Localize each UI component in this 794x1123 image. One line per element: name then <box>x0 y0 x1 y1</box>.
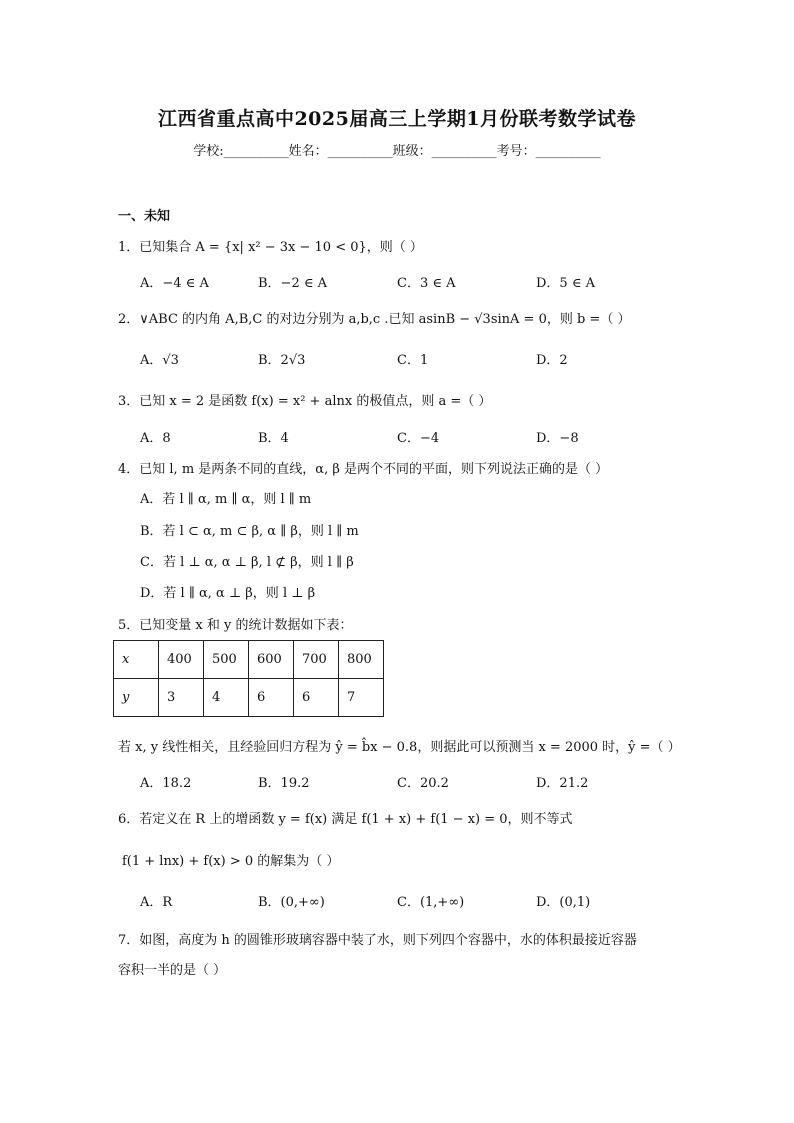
question-3-option-b: B．4 <box>258 431 289 446</box>
question-1-option-d: D．5 ∈ A <box>536 276 595 291</box>
question-6-option-c: C．(1,+∞) <box>397 895 465 910</box>
question-2-option-d: D．2 <box>536 353 568 368</box>
question-5-option-d: D．21.2 <box>536 776 589 791</box>
question-3-option-d: D．−8 <box>536 431 579 446</box>
table-cell: 800 <box>339 641 384 679</box>
table-row <box>114 679 384 717</box>
question-1-option-b: B．−2 ∈ A <box>258 276 327 291</box>
question-1-option-c: C．3 ∈ A <box>397 276 456 291</box>
question-3-stem: 3．已知 x = 2 是函数 f(x) = x² + alnx 的极值点，则 a =（ ） <box>118 394 492 409</box>
question-5-stem: 5．已知变量 x 和 y 的统计数据如下表： <box>118 618 353 633</box>
question-7-stem-continued: 容积一半的是（ ） <box>118 963 227 978</box>
table-cell: x <box>114 641 159 679</box>
question-4-stem: 4．已知 l, m 是两条不同的直线，α, β 是两个不同的平面，则下列说法正确的是（ ） <box>118 462 609 477</box>
question-5-option-c: C．20.2 <box>397 776 449 791</box>
question-5-option-b: B．19.2 <box>258 776 310 791</box>
question-3-option-c: C．−4 <box>397 431 440 446</box>
question-6-option-b: B．(0,+∞) <box>258 895 325 910</box>
table-cell: 400 <box>159 641 204 679</box>
question-5-option-a: A．18.2 <box>140 776 192 791</box>
question-6-option-d: D．(0,1) <box>536 895 591 910</box>
page-title: 江西省重点高中2025届高三上学期1月份联考数学试卷 <box>157 108 637 130</box>
table-cell: y <box>114 679 159 717</box>
statistics-table <box>113 640 384 717</box>
question-2-option-b: B．2√3 <box>258 353 306 368</box>
question-4-option-b: B．若 l ⊂ α, m ⊂ β, α ∥ β，则 l ∥ m <box>140 524 359 539</box>
question-6-stem: 6．若定义在 R 上的增函数 y = f(x) 满足 f(1 + x) + f(1 − x) = 0，则不等式 <box>118 812 573 827</box>
table-cell: 6 <box>294 679 339 717</box>
question-7-stem: 7．如图，高度为 h 的圆锥形玻璃容器中装了水，则下列四个容器中，水的体积最接近容器 <box>118 933 637 948</box>
table-cell: 700 <box>294 641 339 679</box>
table-row <box>114 641 384 679</box>
question-4-option-a: A．若 l ∥ α, m ∥ α，则 l ∥ m <box>140 492 312 507</box>
question-1-stem: 1．已知集合 A = {x| x² − 3x − 10 < 0}，则（ ） <box>118 240 423 255</box>
question-2-option-c: C．1 <box>397 353 429 368</box>
section-heading: 一、未知 <box>118 209 171 224</box>
question-1-option-a: A．−4 ∈ A <box>140 276 209 291</box>
student-info-line: 学校:__________姓名：__________班级：__________考号：__________ <box>193 144 601 159</box>
table-cell: 3 <box>159 679 204 717</box>
question-2-option-a: A．√3 <box>140 353 179 368</box>
table-cell: 7 <box>339 679 384 717</box>
question-6-option-a: A．R <box>140 895 173 910</box>
table-cell: 4 <box>204 679 249 717</box>
question-5-follow: 若 x, y 线性相关，且经验回归方程为 ŷ = b̂x − 0.8，则据此可以预测当 x = 2000 时，ŷ =（ ） <box>118 740 681 755</box>
question-3-option-a: A．8 <box>140 431 171 446</box>
question-4-option-c: C．若 l ⊥ α, α ⊥ β, l ⊄ β，则 l ∥ β <box>140 555 354 570</box>
question-4-option-d: D．若 l ∥ α, α ⊥ β，则 l ⊥ β <box>140 586 316 601</box>
question-6-stem-continued: f(1 + lnx) + f(x) > 0 的解集为（ ） <box>122 854 340 869</box>
table-cell: 600 <box>249 641 294 679</box>
table-cell: 500 <box>204 641 249 679</box>
table-cell: 6 <box>249 679 294 717</box>
question-2-stem: 2．∨ABC 的内角 A,B,C 的对边分别为 a,b,c .已知 asinB − √3sinA = 0，则 b =（ ） <box>118 312 631 327</box>
